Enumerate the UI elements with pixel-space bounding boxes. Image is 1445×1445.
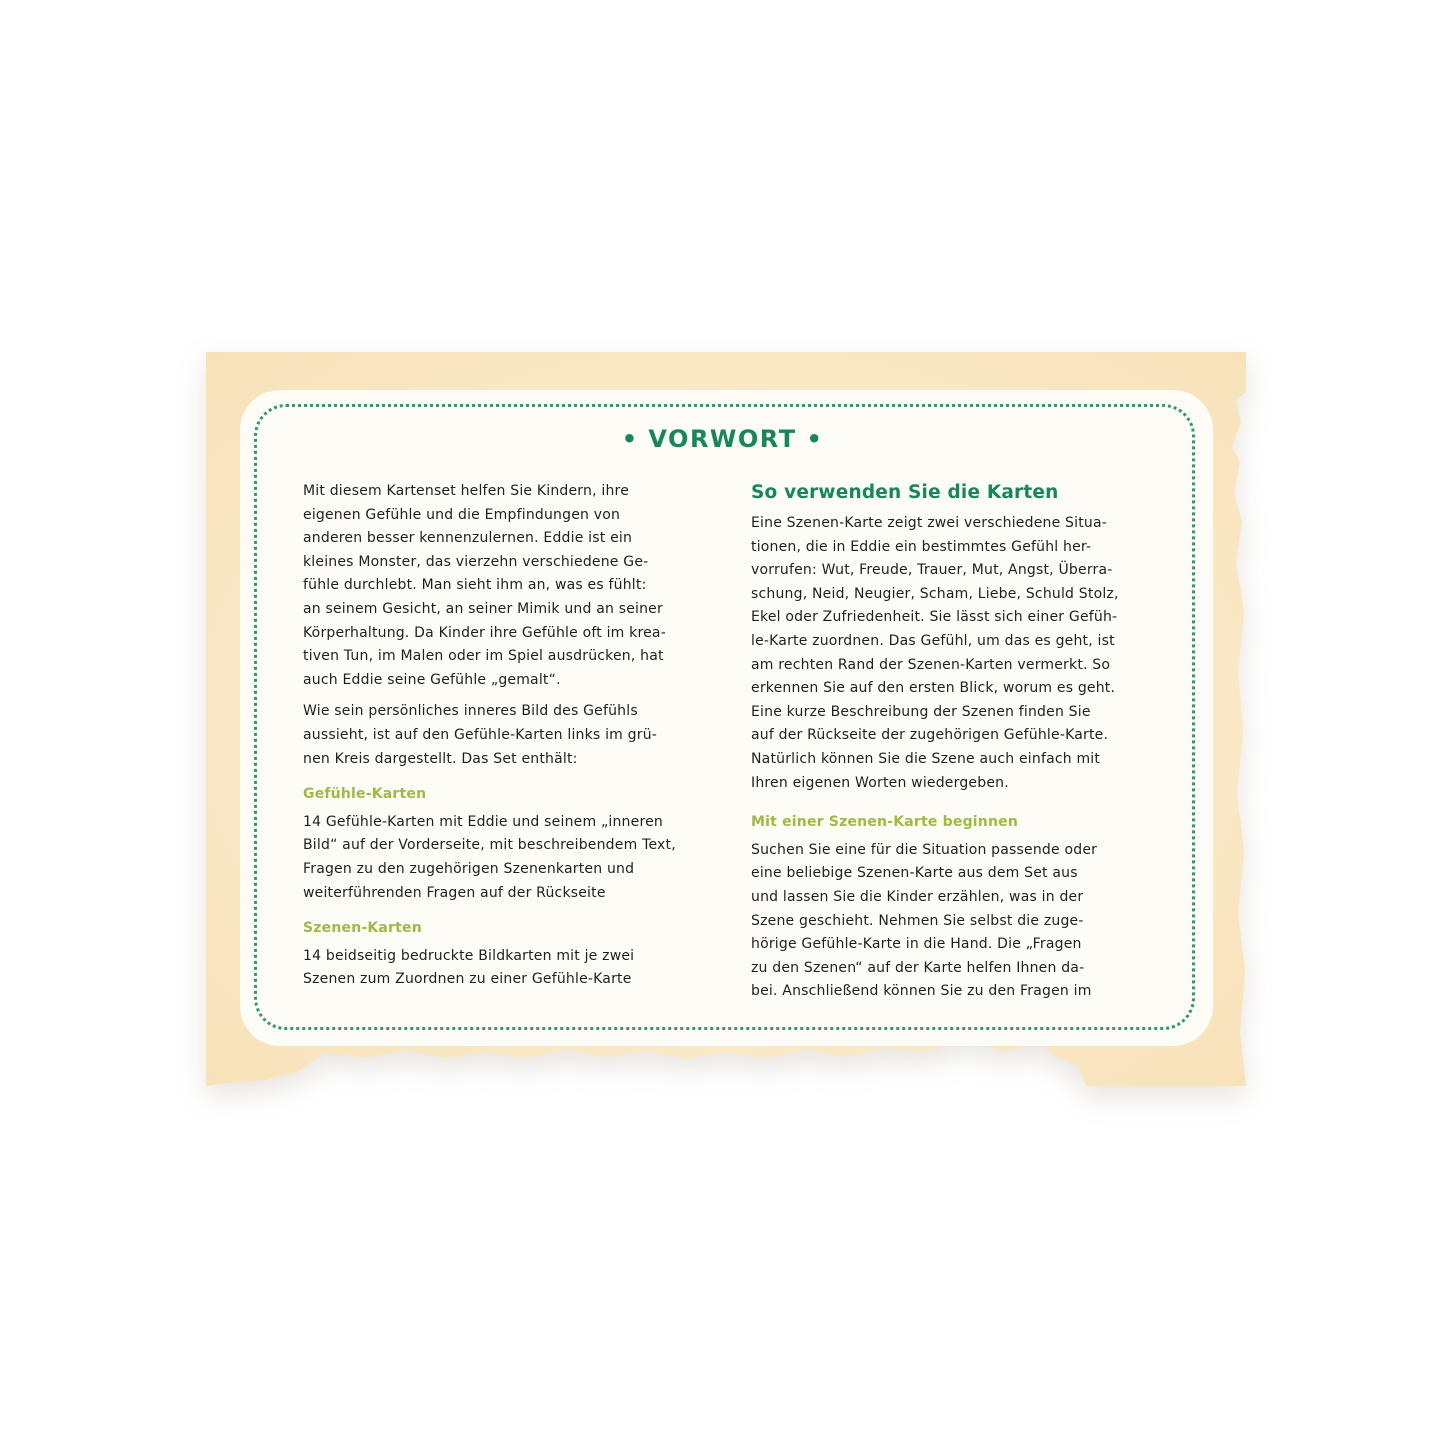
text-line: le-Karte zuordnen. Das Gefühl, um das es geht, ist: [751, 632, 1115, 649]
left-column: [303, 480, 723, 992]
text-line: tiven Tun, im Malen oder im Spiel ausdrücken, hat: [303, 648, 664, 665]
text-line: Wie sein persönliches inneres Bild des Gefühls: [303, 703, 638, 720]
text-line: Eine Szenen-Karte zeigt zwei verschiedene Situa-: [751, 515, 1108, 531]
right-column: [751, 480, 1171, 1004]
start-paragraph: [751, 839, 1171, 1004]
text-line: tionen, die in Eddie ein bestimmtes Gefühl her-: [751, 538, 1092, 555]
gefuehle-karten-paragraph: [303, 811, 723, 905]
text-line: nen Kreis dargestellt. Das Set enthält:: [303, 750, 578, 767]
section-heading-usage: So verwenden Sie die Karten: [751, 482, 1059, 503]
text-line: erkennen Sie auf den ersten Blick, worum es geht.: [751, 680, 1116, 697]
text-line: Ihren eigenen Worten wiedergeben.: [751, 774, 1009, 791]
page-title: • VORWORT •: [621, 425, 824, 453]
text-line: Szene geschieht. Nehmen Sie selbst die zuge-: [751, 912, 1084, 929]
text-line: auf der Rückseite der zugehörigen Gefühle-Karte.: [751, 727, 1109, 744]
text-line: an seinem Gesicht, an seiner Mimik und an seiner: [303, 600, 663, 617]
text-line: Fragen zu den zugehörigen Szenenkarten und: [303, 860, 635, 877]
section-title-gefuehle-karten: Gefühle-Karten: [303, 786, 427, 803]
text-line: Ekel oder Zufriedenheit. Sie lässt sich einer Gefüh-: [751, 609, 1118, 626]
usage-paragraph: [751, 512, 1171, 795]
text-line: aussieht, ist auf den Gefühle-Karten links im grü-: [303, 726, 658, 743]
text-line: und lassen Sie die Kinder erzählen, was in der: [751, 888, 1084, 905]
intro-paragraph: [303, 480, 723, 692]
text-line: hörige Gefühle-Karte in die Hand. Die „Fragen: [751, 936, 1082, 953]
text-line: Mit diesem Kartenset helfen Sie Kindern, ihre: [303, 483, 630, 499]
text-line: eine beliebige Szenen-Karte aus dem Set aus: [751, 865, 1078, 882]
text-line: kleines Monster, das vierzehn verschiedene Ge-: [303, 553, 649, 570]
text-line: Eine kurze Beschreibung der Szenen finden Sie: [751, 703, 1091, 720]
text-line: zu den Szenen“ auf der Karte helfen Ihnen da-: [751, 959, 1085, 976]
text-line: vorrufen: Wut, Freude, Trauer, Mut, Angst, Überra-: [751, 562, 1113, 579]
section-title-start: Mit einer Szenen-Karte beginnen: [751, 814, 1018, 831]
text-line: eigenen Gefühle und die Empfindungen von: [303, 506, 621, 523]
text-line: weiterführenden Fragen auf der Rückseite: [303, 884, 606, 901]
text-line: Bild“ auf der Vorderseite, mit beschreibendem Text,: [303, 837, 676, 854]
set-contents-paragraph: [303, 700, 723, 771]
text-line: fühle durchlebt. Man sieht ihm an, was es fühlt:: [303, 577, 647, 594]
text-line: 14 beidseitig bedruckte Bildkarten mit je zwei: [303, 947, 635, 964]
text-line: schung, Neid, Neugier, Scham, Liebe, Schuld Stolz,: [751, 585, 1119, 602]
text-line: Natürlich können Sie die Szene auch einfach mit: [751, 750, 1101, 767]
text-line: Suchen Sie eine für die Situation passende oder: [751, 841, 1098, 858]
text-line: 14 Gefühle-Karten mit Eddie und seinem „inneren: [303, 813, 663, 830]
text-line: Szenen zum Zuordnen zu einer Gefühle-Karte: [303, 971, 632, 988]
text-line: am rechten Rand der Szenen-Karten vermerkt. So: [751, 656, 1111, 673]
text-line: bei. Anschließend können Sie zu den Fragen im: [751, 983, 1092, 1000]
text-line: auch Eddie seine Gefühle „gemalt“.: [303, 671, 561, 688]
text-line: Körperhaltung. Da Kinder ihre Gefühle oft im krea-: [303, 624, 666, 641]
text-line: anderen besser kennenzulernen. Eddie ist ein: [303, 530, 633, 547]
szenen-karten-paragraph: [303, 945, 723, 992]
section-title-szenen-karten: Szenen-Karten: [303, 920, 422, 937]
